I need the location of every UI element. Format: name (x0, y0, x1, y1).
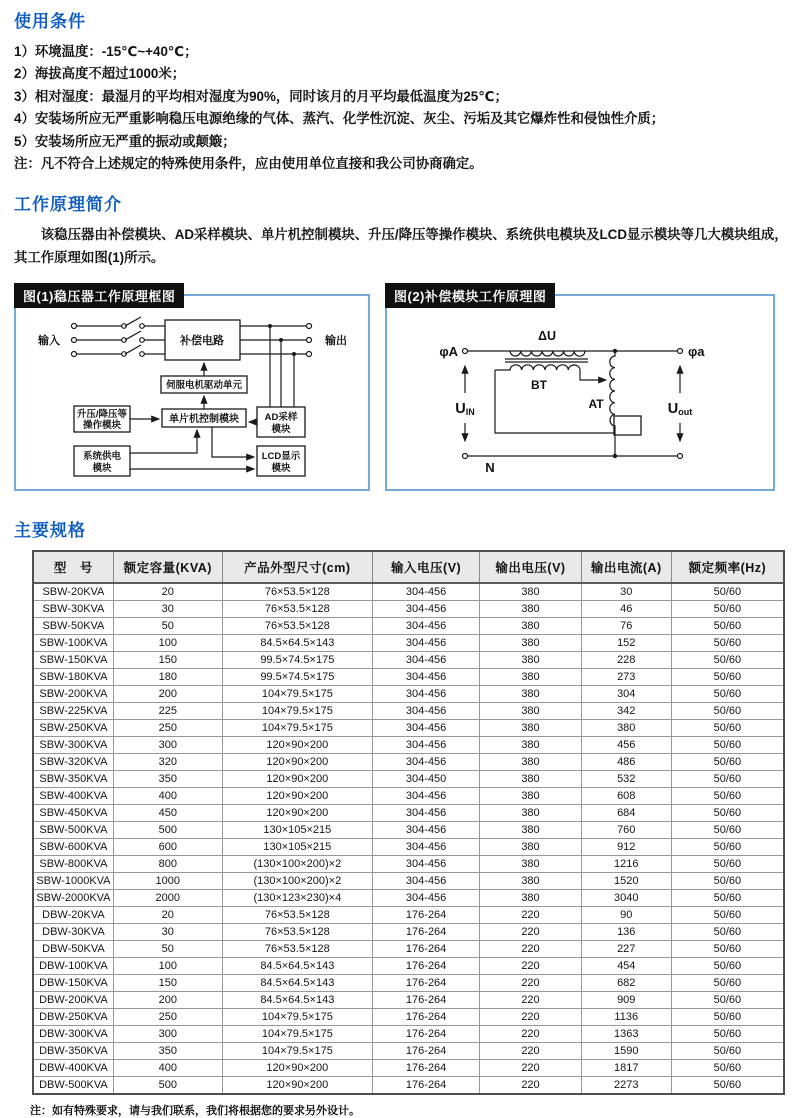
table-cell: SBW-2000KVA (33, 890, 113, 907)
table-cell: 380 (480, 635, 581, 652)
table-cell: 1817 (581, 1060, 671, 1077)
table-cell: DBW-500KVA (33, 1076, 113, 1093)
table-cell: 300 (113, 1026, 222, 1043)
table-cell: 380 (480, 652, 581, 669)
table-cell: 1363 (581, 1026, 671, 1043)
table-cell: 180 (113, 669, 222, 686)
specs-table-body (33, 583, 784, 1094)
usage-conditions-title: 使用条件 (14, 12, 86, 31)
table-cell: 120×90×200 (222, 737, 372, 754)
table-cell: 90 (581, 907, 671, 924)
table-cell: 84.5×64.5×143 (222, 975, 372, 992)
lcd-display-label-1: LCD显示 (261, 451, 301, 463)
at-winding (610, 351, 615, 456)
table-row (33, 822, 784, 839)
compensation-circuit-label: 补偿电路 (180, 335, 224, 348)
table-cell: 104×79.5×175 (222, 1026, 372, 1043)
table-cell: 50/60 (671, 771, 784, 788)
table-cell: SBW-1000KVA (33, 873, 113, 890)
table-cell: 682 (581, 975, 671, 992)
usage-condition-item: 注：凡不符合上述规定的特殊使用条件，应由使用单位直接和我公司协商确定。 (14, 156, 483, 172)
usage-conditions-list (14, 41, 790, 175)
table-cell: 50/60 (671, 1043, 784, 1060)
table-cell: DBW-400KVA (33, 1060, 113, 1077)
table-cell: 800 (113, 856, 222, 873)
table-cell: 304-456 (372, 737, 479, 754)
table-cell: DBW-100KVA (33, 958, 113, 975)
delta-u-winding (510, 351, 585, 356)
lcd-display-label-2: 模块 (271, 463, 291, 475)
table-cell: 120×90×200 (222, 771, 372, 788)
table-cell: 304-456 (372, 873, 479, 890)
table-cell: SBW-30KVA (33, 601, 113, 618)
working-principle-title: 工作原理简介 (14, 195, 122, 215)
diagram1-block-diagram (14, 289, 370, 491)
table-cell: 176-264 (372, 907, 479, 924)
output-lines (240, 324, 312, 408)
table-cell: 20 (113, 907, 222, 924)
table-cell: 220 (480, 1060, 581, 1077)
table-cell: 176-264 (372, 1060, 479, 1077)
table-cell: SBW-600KVA (33, 839, 113, 856)
table-row (33, 873, 784, 890)
table-cell: 50/60 (671, 992, 784, 1009)
step-updown-label-1: 升压/降压等 (76, 409, 128, 421)
table-cell: 342 (581, 703, 671, 720)
table-cell: 304-456 (372, 669, 479, 686)
table-cell: 20 (113, 583, 222, 600)
usage-condition-item: 5）安装场所应无严重的振动或颠簸； (14, 133, 236, 149)
table-cell: SBW-20KVA (33, 583, 113, 600)
delta-u-label: ΔU (537, 329, 557, 344)
table-cell: 50/60 (671, 703, 784, 720)
table-cell: 130×105×215 (222, 839, 372, 856)
table-cell: 120×90×200 (222, 1076, 372, 1093)
table-cell: 600 (113, 839, 222, 856)
step-updown-label-2: 操作模块 (82, 420, 122, 432)
table-cell: 380 (581, 720, 671, 737)
table-cell: 46 (581, 601, 671, 618)
table-cell: 220 (480, 924, 581, 941)
table-cell: SBW-500KVA (33, 822, 113, 839)
table-cell: 228 (581, 652, 671, 669)
table-cell: 100 (113, 635, 222, 652)
table-cell: 380 (480, 737, 581, 754)
table-cell: 380 (480, 754, 581, 771)
table-cell: 176-264 (372, 958, 479, 975)
specs-column-header: 型 号 (33, 551, 113, 583)
table-cell: 486 (581, 754, 671, 771)
table-row (33, 907, 784, 924)
table-cell: 104×79.5×175 (222, 703, 372, 720)
table-cell: 176-264 (372, 975, 479, 992)
servo-driver-label: 伺服电机驱动单元 (165, 380, 243, 392)
table-cell: 250 (113, 1009, 222, 1026)
table-cell: 50/60 (671, 686, 784, 703)
table-row (33, 788, 784, 805)
table-cell: 50/60 (671, 822, 784, 839)
table-cell: DBW-350KVA (33, 1043, 113, 1060)
table-row (33, 1060, 784, 1077)
table-cell: 176-264 (372, 1009, 479, 1026)
table-cell: 50/60 (671, 856, 784, 873)
specs-column-header: 输入电压(V) (372, 551, 479, 583)
table-cell: 50/60 (671, 1026, 784, 1043)
specs-column-header: 额定容量(KVA) (113, 551, 222, 583)
table-cell: 380 (480, 720, 581, 737)
table-cell: 220 (480, 1009, 581, 1026)
table-cell: 380 (480, 890, 581, 907)
table-cell: 454 (581, 958, 671, 975)
table-cell: DBW-50KVA (33, 941, 113, 958)
table-cell: 99.5×74.5×175 (222, 652, 372, 669)
specs-column-header: 输出电压(V) (480, 551, 581, 583)
table-row (33, 941, 784, 958)
table-cell: 909 (581, 992, 671, 1009)
table-cell: 30 (581, 583, 671, 600)
diagram1-svg (16, 296, 368, 489)
table-cell: 176-264 (372, 992, 479, 1009)
table-row (33, 686, 784, 703)
table-cell: 380 (480, 686, 581, 703)
table-cell: 304-456 (372, 754, 479, 771)
table-cell: 304-456 (372, 652, 479, 669)
table-cell: 3040 (581, 890, 671, 907)
table-cell: 50/60 (671, 839, 784, 856)
usage-condition-item: 3）相对湿度：最湿月的平均相对湿度为90%，同时该月的月平均最低温度为25℃； (14, 88, 508, 104)
table-cell: 50/60 (671, 890, 784, 907)
table-cell: 350 (113, 1043, 222, 1060)
table-cell: 380 (480, 669, 581, 686)
table-cell: 1590 (581, 1043, 671, 1060)
table-cell: 176-264 (372, 924, 479, 941)
table-row (33, 1026, 784, 1043)
table-row (33, 975, 784, 992)
table-cell: 380 (480, 703, 581, 720)
table-cell: 220 (480, 958, 581, 975)
table-cell: 50/60 (671, 941, 784, 958)
table-cell: 50 (113, 618, 222, 635)
table-cell: SBW-200KVA (33, 686, 113, 703)
table-row (33, 635, 784, 652)
table-cell: SBW-450KVA (33, 805, 113, 822)
table-cell: 76×53.5×128 (222, 601, 372, 618)
table-row (33, 737, 784, 754)
table-row (33, 583, 784, 600)
at-label: AT (588, 397, 604, 412)
table-cell: 152 (581, 635, 671, 652)
table-cell: 220 (480, 1076, 581, 1093)
table-cell: 76×53.5×128 (222, 941, 372, 958)
table-row (33, 1043, 784, 1060)
table-cell: 104×79.5×175 (222, 686, 372, 703)
table-cell: 304-456 (372, 635, 479, 652)
table-cell: 50/60 (671, 669, 784, 686)
table-cell: 450 (113, 805, 222, 822)
table-cell: 50/60 (671, 958, 784, 975)
table-cell: 130×105×215 (222, 822, 372, 839)
specs-column-header: 产品外型尺寸(cm) (222, 551, 372, 583)
table-row (33, 754, 784, 771)
table-cell: 84.5×64.5×143 (222, 635, 372, 652)
table-cell: 50/60 (671, 873, 784, 890)
table-cell: 456 (581, 737, 671, 754)
table-cell: 76 (581, 618, 671, 635)
u-in-label: UIN (455, 401, 475, 418)
table-cell: 76×53.5×128 (222, 924, 372, 941)
table-cell: 912 (581, 839, 671, 856)
table-cell: 380 (480, 771, 581, 788)
table-cell: 76×53.5×128 (222, 583, 372, 600)
table-cell: 273 (581, 669, 671, 686)
table-cell: 2000 (113, 890, 222, 907)
table-cell: 50/60 (671, 720, 784, 737)
table-row (33, 669, 784, 686)
table-cell: 380 (480, 583, 581, 600)
table-cell: 500 (113, 1076, 222, 1093)
table-cell: 104×79.5×175 (222, 1043, 372, 1060)
table-row (33, 618, 784, 635)
table-cell: 380 (480, 839, 581, 856)
table-cell: 50/60 (671, 635, 784, 652)
table-cell: 684 (581, 805, 671, 822)
table-cell: 76×53.5×128 (222, 618, 372, 635)
table-cell: DBW-300KVA (33, 1026, 113, 1043)
table-row (33, 924, 784, 941)
table-cell: 320 (113, 754, 222, 771)
phase-a-out-label: φa (688, 344, 705, 360)
specs-table-header (33, 551, 784, 583)
table-cell: 304-456 (372, 890, 479, 907)
table-cell: 304-456 (372, 703, 479, 720)
table-row (33, 856, 784, 873)
mcu-control-label: 单片机控制模块 (169, 414, 239, 426)
specs-table (32, 550, 785, 1095)
table-cell: 50/60 (671, 1009, 784, 1026)
table-cell: 50/60 (671, 1060, 784, 1077)
diagrams-row (14, 289, 800, 491)
table-cell: 400 (113, 788, 222, 805)
table-cell: 76×53.5×128 (222, 907, 372, 924)
ad-sampling-label-1: AD采样 (264, 412, 298, 424)
table-cell: 176-264 (372, 1076, 479, 1093)
table-cell: (130×100×200)×2 (222, 856, 372, 873)
table-cell: 304 (581, 686, 671, 703)
diagram2-svg (387, 296, 773, 489)
table-cell: SBW-150KVA (33, 652, 113, 669)
table-cell: 50/60 (671, 737, 784, 754)
table-cell: 304-450 (372, 771, 479, 788)
table-cell: 400 (113, 1060, 222, 1077)
table-cell: 50/60 (671, 805, 784, 822)
table-cell: 120×90×200 (222, 788, 372, 805)
tap-box (614, 416, 641, 435)
table-cell: DBW-20KVA (33, 907, 113, 924)
table-cell: 30 (113, 924, 222, 941)
table-cell: 220 (480, 1026, 581, 1043)
table-cell: 350 (113, 771, 222, 788)
table-cell: 50 (113, 941, 222, 958)
table-cell: 380 (480, 618, 581, 635)
table-cell: 1520 (581, 873, 671, 890)
table-cell: 304-456 (372, 601, 479, 618)
table-cell: 304-456 (372, 822, 479, 839)
specs-column-header: 输出电流(A) (581, 551, 671, 583)
system-power-label-2: 模块 (92, 463, 112, 475)
ad-sampling-label-2: 模块 (271, 424, 291, 436)
table-row (33, 1009, 784, 1026)
table-cell: 84.5×64.5×143 (222, 992, 372, 1009)
table-cell: (130×123×230)×4 (222, 890, 372, 907)
table-row (33, 601, 784, 618)
table-cell: 220 (480, 1043, 581, 1060)
table-cell: 50/60 (671, 907, 784, 924)
table-cell: 150 (113, 652, 222, 669)
table-cell: 120×90×200 (222, 754, 372, 771)
table-cell: 50/60 (671, 652, 784, 669)
table-cell: SBW-250KVA (33, 720, 113, 737)
table-row (33, 1076, 784, 1093)
table-cell: 304-456 (372, 720, 479, 737)
table-cell: 304-456 (372, 618, 479, 635)
table-row (33, 839, 784, 856)
table-cell: 50/60 (671, 1076, 784, 1093)
table-cell: 380 (480, 805, 581, 822)
table-cell: 50/60 (671, 975, 784, 992)
table-row (33, 992, 784, 1009)
table-row (33, 652, 784, 669)
table-cell: 304-456 (372, 856, 479, 873)
table-cell: 104×79.5×175 (222, 720, 372, 737)
table-cell: 84.5×64.5×143 (222, 958, 372, 975)
table-cell: 50/60 (671, 583, 784, 600)
table-cell: DBW-150KVA (33, 975, 113, 992)
input-switch-lines (72, 317, 166, 357)
table-cell: 104×79.5×175 (222, 1009, 372, 1026)
table-cell: 220 (480, 975, 581, 992)
table-cell: 760 (581, 822, 671, 839)
table-row (33, 703, 784, 720)
table-row (33, 958, 784, 975)
table-cell: 1000 (113, 873, 222, 890)
table-cell: 225 (113, 703, 222, 720)
main-specs-title: 主要规格 (14, 521, 86, 541)
working-principle-paragraph: 该稳压器由补偿模块、AD采样模块、单片机控制模块、升压/降压等操作模块、系统供电模块及LCD显示模块等几大模块组成，其工作原理如图(1)所示。 (14, 227, 788, 266)
table-cell: 304-456 (372, 686, 479, 703)
table-cell: 99.5×74.5×175 (222, 669, 372, 686)
table-cell: 220 (480, 992, 581, 1009)
diagram1-title: 图(1)稳压器工作原理框图 (14, 283, 184, 308)
table-cell: DBW-30KVA (33, 924, 113, 941)
table-cell: 150 (113, 975, 222, 992)
table-cell: SBW-800KVA (33, 856, 113, 873)
table-cell: DBW-200KVA (33, 992, 113, 1009)
table-cell: SBW-320KVA (33, 754, 113, 771)
table-cell: DBW-250KVA (33, 1009, 113, 1026)
bt-winding (495, 365, 580, 370)
table-cell: 304-456 (372, 788, 479, 805)
bt-label: BT (531, 378, 547, 393)
table-cell: 380 (480, 788, 581, 805)
table-cell: 50/60 (671, 618, 784, 635)
table-cell: 380 (480, 601, 581, 618)
table-cell: (130×100×200)×2 (222, 873, 372, 890)
table-cell: 220 (480, 907, 581, 924)
table-cell: 2273 (581, 1076, 671, 1093)
table-cell: 1136 (581, 1009, 671, 1026)
table-cell: 120×90×200 (222, 805, 372, 822)
table-cell: 380 (480, 856, 581, 873)
table-cell: 304-456 (372, 583, 479, 600)
table-cell: SBW-50KVA (33, 618, 113, 635)
diagram2-compensation-module (385, 289, 775, 491)
table-row (33, 720, 784, 737)
usage-condition-item: 4）安装场所应无严重影响稳压电源绝缘的气体、蒸汽、化学性沉淀、灰尘、污垢及其它爆炸性和侵蚀性介质； (14, 111, 665, 127)
table-cell: 1216 (581, 856, 671, 873)
table-cell: 50/60 (671, 788, 784, 805)
table-cell: 200 (113, 686, 222, 703)
table-cell: SBW-400KVA (33, 788, 113, 805)
table-cell: 50/60 (671, 601, 784, 618)
table-cell: 300 (113, 737, 222, 754)
table-cell: SBW-225KVA (33, 703, 113, 720)
n-label: N (485, 460, 495, 476)
table-cell: 200 (113, 992, 222, 1009)
table-cell: 30 (113, 601, 222, 618)
table-cell: 50/60 (671, 754, 784, 771)
table-cell: 176-264 (372, 1043, 479, 1060)
table-cell: 608 (581, 788, 671, 805)
table-row (33, 890, 784, 907)
table-cell: SBW-300KVA (33, 737, 113, 754)
table-cell: 136 (581, 924, 671, 941)
table-cell: 176-264 (372, 1026, 479, 1043)
usage-condition-item: 1）环境温度：-15℃~+40℃； (14, 44, 198, 59)
table-cell: 304-456 (372, 839, 479, 856)
usage-condition-item: 2）海拔高度不超过1000米； (14, 66, 186, 82)
table-row (33, 771, 784, 788)
table-cell: 50/60 (671, 924, 784, 941)
table-cell: SBW-350KVA (33, 771, 113, 788)
diagram2-title: 图(2)补偿模块工作原理图 (385, 283, 555, 308)
table-cell: SBW-100KVA (33, 635, 113, 652)
table-cell: 100 (113, 958, 222, 975)
table-cell: 532 (581, 771, 671, 788)
table-cell: 380 (480, 822, 581, 839)
table-cell: 500 (113, 822, 222, 839)
table-cell: 120×90×200 (222, 1060, 372, 1077)
system-power-label-1: 系统供电 (82, 451, 122, 463)
specs-footnote: 注：如有特殊要求，请与我们联系，我们将根据您的要求另外设计。 (30, 1104, 360, 1117)
specs-column-header: 额定频率(Hz) (671, 551, 784, 583)
table-cell: 176-264 (372, 941, 479, 958)
input-label: 输入 (38, 335, 60, 348)
table-cell: 227 (581, 941, 671, 958)
table-row (33, 805, 784, 822)
phase-a-in-label: φA (439, 344, 458, 360)
table-cell: 220 (480, 941, 581, 958)
table-cell: 380 (480, 873, 581, 890)
output-label: 输出 (325, 335, 347, 348)
table-cell: 304-456 (372, 805, 479, 822)
table-cell: SBW-180KVA (33, 669, 113, 686)
table-cell: 250 (113, 720, 222, 737)
u-out-label: Uout (667, 401, 693, 418)
